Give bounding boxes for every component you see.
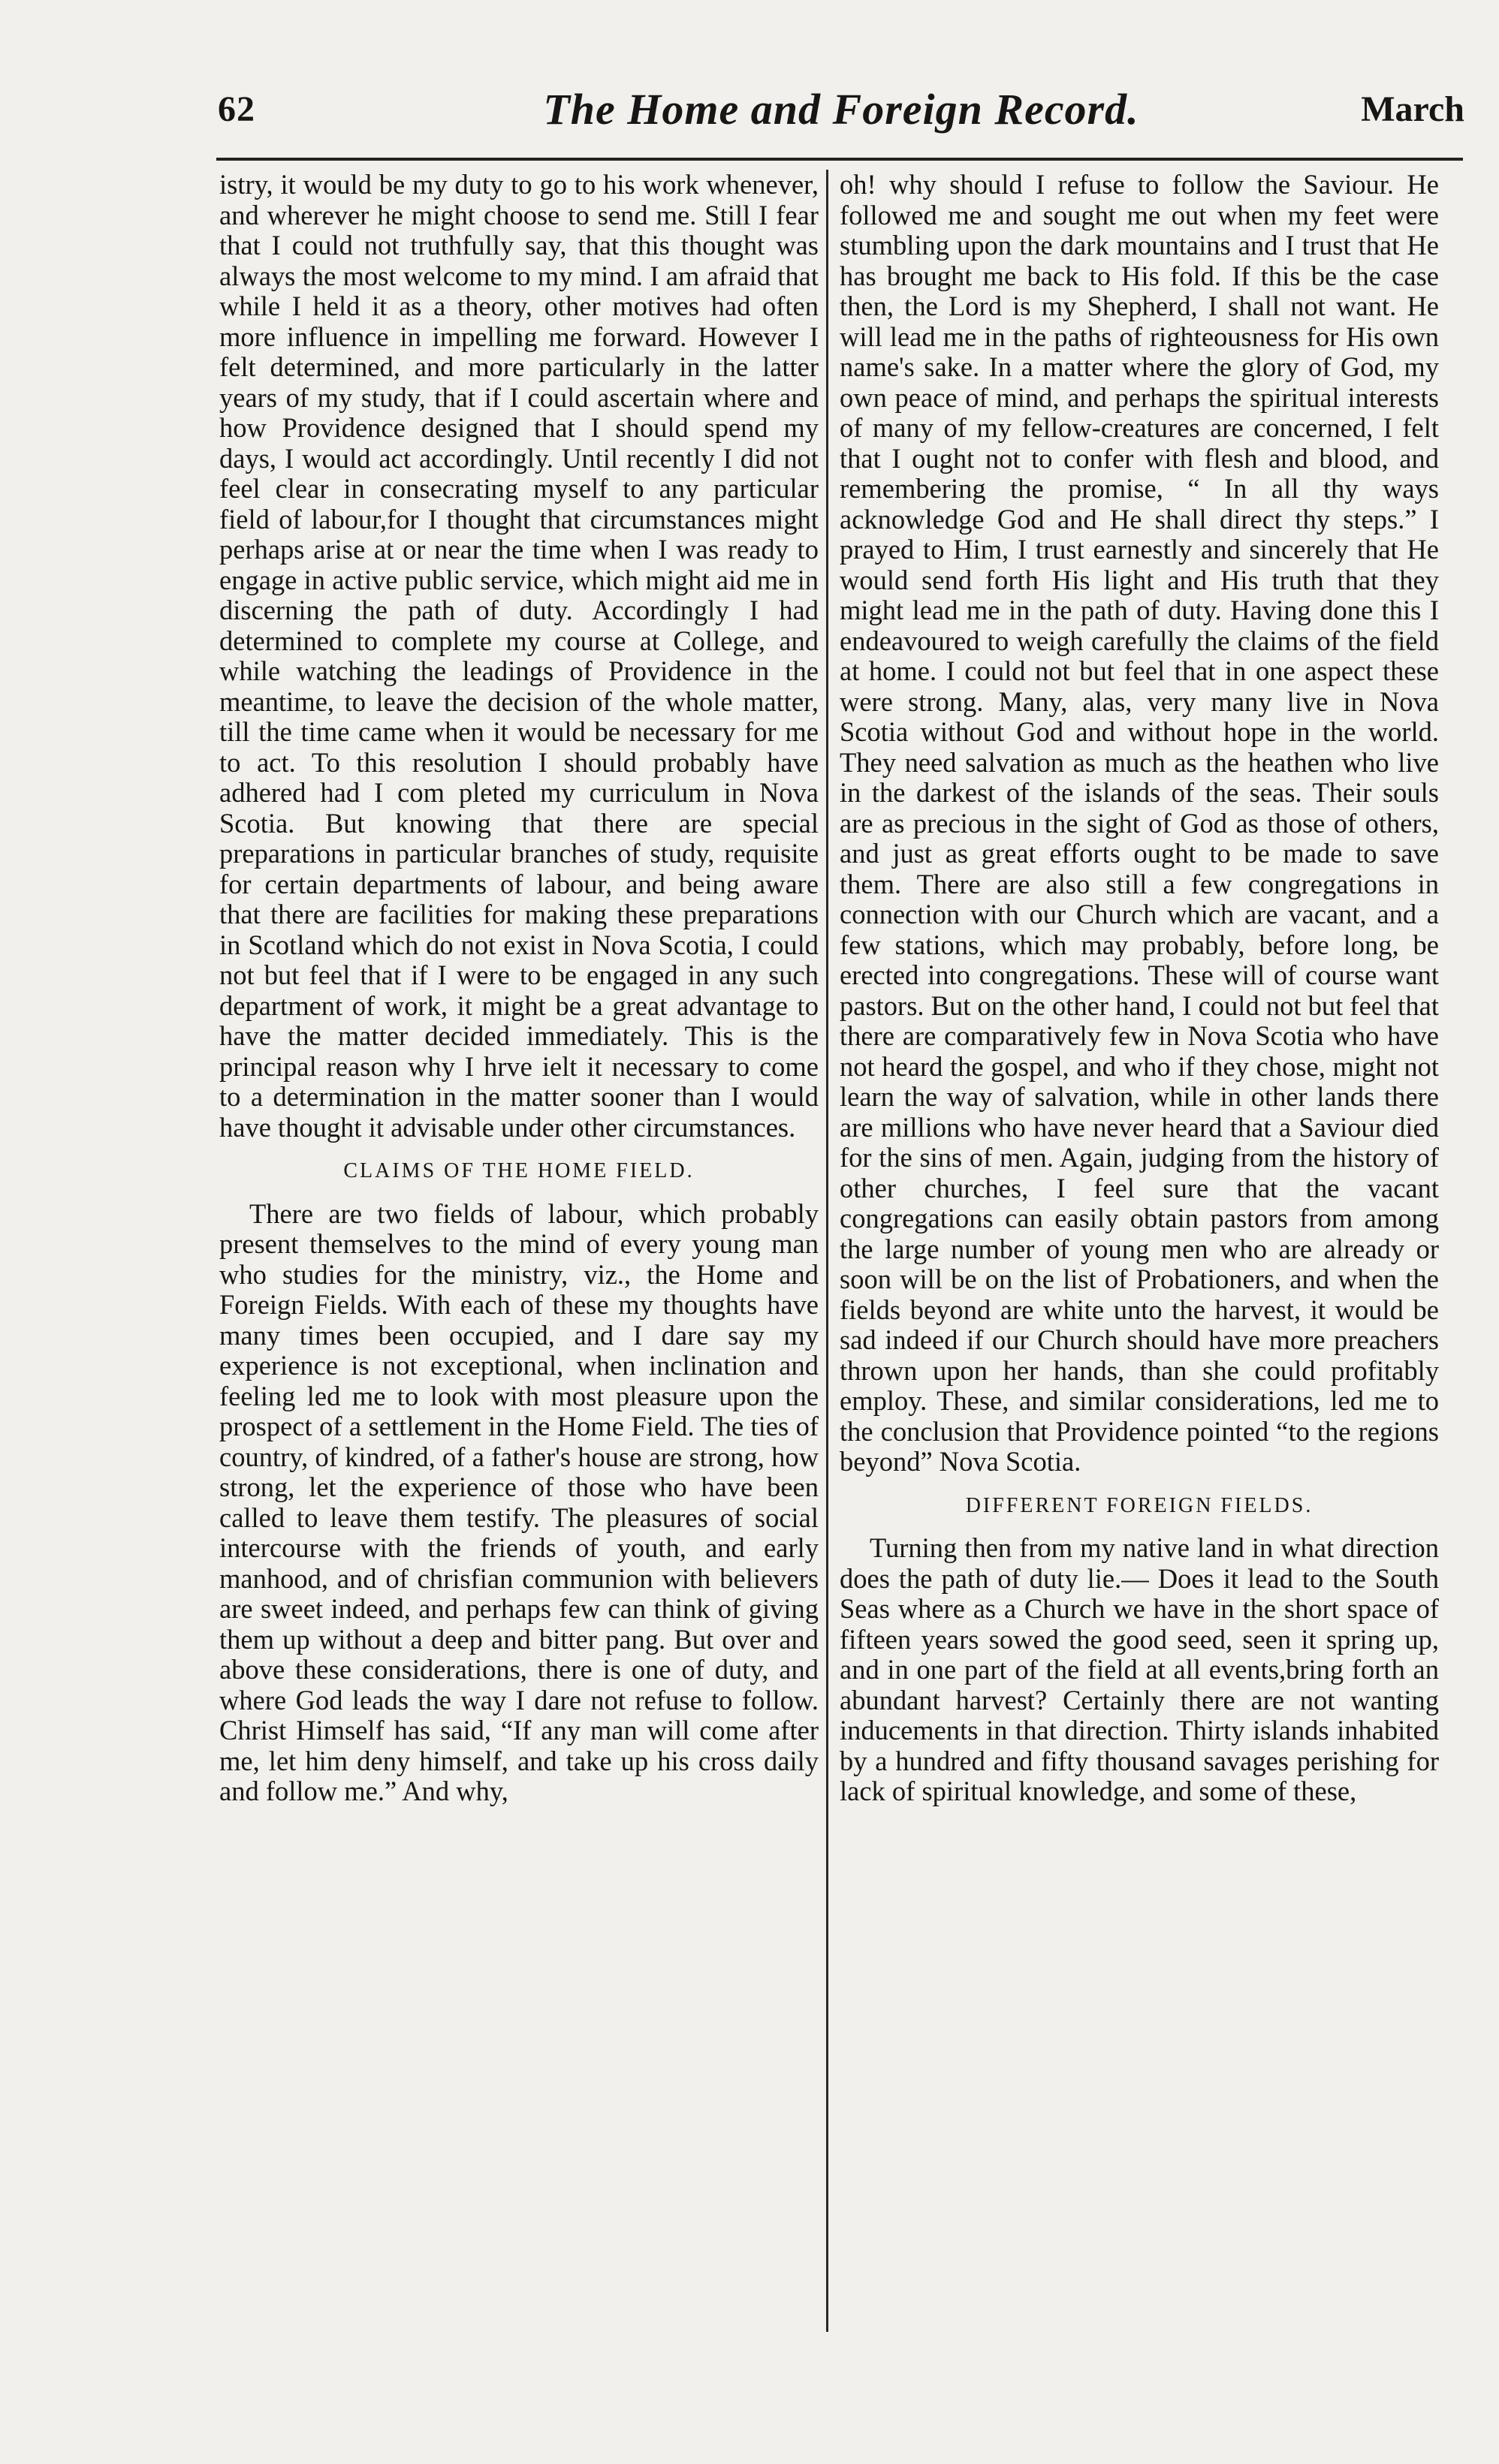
page-header	[218, 85, 1464, 141]
left-paragraph-1: istry, it would be my duty to go to his work whenever, and wherever he might choose to send me. Still I fear that I could not truthfully say, that this thought was always the most welcome to my mind. I am afraid that while I held it as a theory, other motives had often more influence in impelling me forward. However I felt determined, and more particularly in the latter years of my study, that if I could ascertain where and how Providence designed that I should spend my days, I would act accordingly. Until recently I did not feel clear in consecrating myself to any particular field of labour,for I thought that circumstances might perhaps arise at or near the time when I was ready to engage in active public service, which might aid me in discerning the path of duty. Accordingly I had determined to complete my course at College, and while watching the leadings of Providence in the meantime, to leave the decision of the whole matter, till the time came when it would be necessary for me to act. To this resolution I should probably have adhered had I com pleted my curriculum in Nova Scotia. But knowing that there are special preparations in particular branches of study, requisite for certain departments of labour, and being aware that there are facilities for making these preparations in Scotland which do not exist in Nova Scotia, I could not but feel that if I were to be engaged in any such department of work, it might be a great advantage to have the matter decided immediately. This is the principal reason why I hrve ielt it necessary to come to a determination in the matter sooner than I would have thought it advisable under other circumstances.	[219, 170, 819, 1143]
column-divider	[826, 170, 828, 2332]
header-rule	[216, 158, 1463, 161]
right-paragraph-2: Turning then from my native land in what direction does the path of duty lie.— Does it lead to the South Seas where as a Church we have in the short space of fifteen years sowed the good seed, seen it spring up, and in one part of the field at all events,bring forth an abundant harvest? Certainly there are not wanting inducements in that direction. Thirty islands inhabited by a hundred and fifty thousand savages perishing for lack of spiritual knowledge, and some of these,	[840, 1532, 1439, 1806]
issue-month: March	[1361, 89, 1464, 129]
page-number: 62	[218, 89, 255, 129]
left-paragraph-2: There are two fields of labour, which probably present themselves to the mind of every young man who studies for the ministry, viz., the Home and Foreign Fields. With each of these my thoughts have many times been occupied, and I dare say my experience is not exceptional, when inclination and feeling led me to look with most pleasure upon the prospect of a settlement in the Home Field. The ties of country, of kindred, of a father's house are strong, how strong, let the experience of those who have been called to leave them testify. The pleasures of social intercourse with the friends of youth, and early manhood, and of chrisfian communion with believers are sweet indeed, and perhaps few can think of giving them up without a deep and bitter pang. But over and above these considerations, there is one of duty, and where God leads the way I dare not refuse to follow. Christ Himself has said, “If any man will come after me, let him deny himself, and take up his cross daily and follow me.” And why,	[219, 1197, 819, 1806]
journal-title: The Home and Foreign Record.	[543, 85, 1139, 134]
heading-home-field: CLAIMS OF THE HOME FIELD.	[343, 1159, 695, 1182]
right-paragraph-1: oh! why should I refuse to follow the Saviour. He followed me and sought me out when my feet were stumbling upon the dark mountains and I trust that He has brought me back to His fold. If this be the case then, the Lord is my Shepherd, I shall not want. He will lead me in the paths of righteousness for His own name's sake. In a matter where the glory of God, my own peace of mind, and perhaps the spiritual interests of many of my fellow-creatures are concerned, I felt that I ought not to confer with flesh and blood, and remembering the promise, “ In all thy ways acknowledge God and He shall direct thy steps.” I prayed to Him, I trust earnestly and sincerely that He would send forth His light and His truth that they might lead me in the path of duty. Having done this I endeavoured to weigh carefully the claims of the field at home. I could not but feel that in one aspect these were strong. Many, alas, very many live in Nova Scotia without God and without hope in the world. They need salvation as much as the heathen who live in the darkest of the islands of the seas. Their souls are as precious in the sight of God as those of others, and just as great efforts ought to be made to save them. There are also still a few congregations in connection with our Church which are vacant, and a few stations, which may probably, before long, be erected into congregations. These will of course want pastors. But on the other hand, I could not but feel that there are comparatively few in Nova Scotia who have not heard the gospel, and who if they chose, might not learn the way of salvation, while in other lands there are millions who have never heard that a Saviour died for the sins of men. Again, judging from the history of other churches, I feel sure that the vacant congregations can easily obtain pastors from among the large number of young men who are already or soon will be on the list of Probationers, and when the fields beyond are white unto the harvest, it would be sad indeed if our Church should have more preachers thrown upon her hands, than she could profitably employ. These, and similar considerations, led me to the conclusion that Providence pointed “to the regions beyond” Nova Scotia.	[840, 170, 1439, 1477]
left-column	[219, 170, 819, 2437]
right-column	[840, 170, 1439, 2437]
heading-foreign-fields: DIFFERENT FOREIGN FIELDS.	[965, 1493, 1314, 1517]
